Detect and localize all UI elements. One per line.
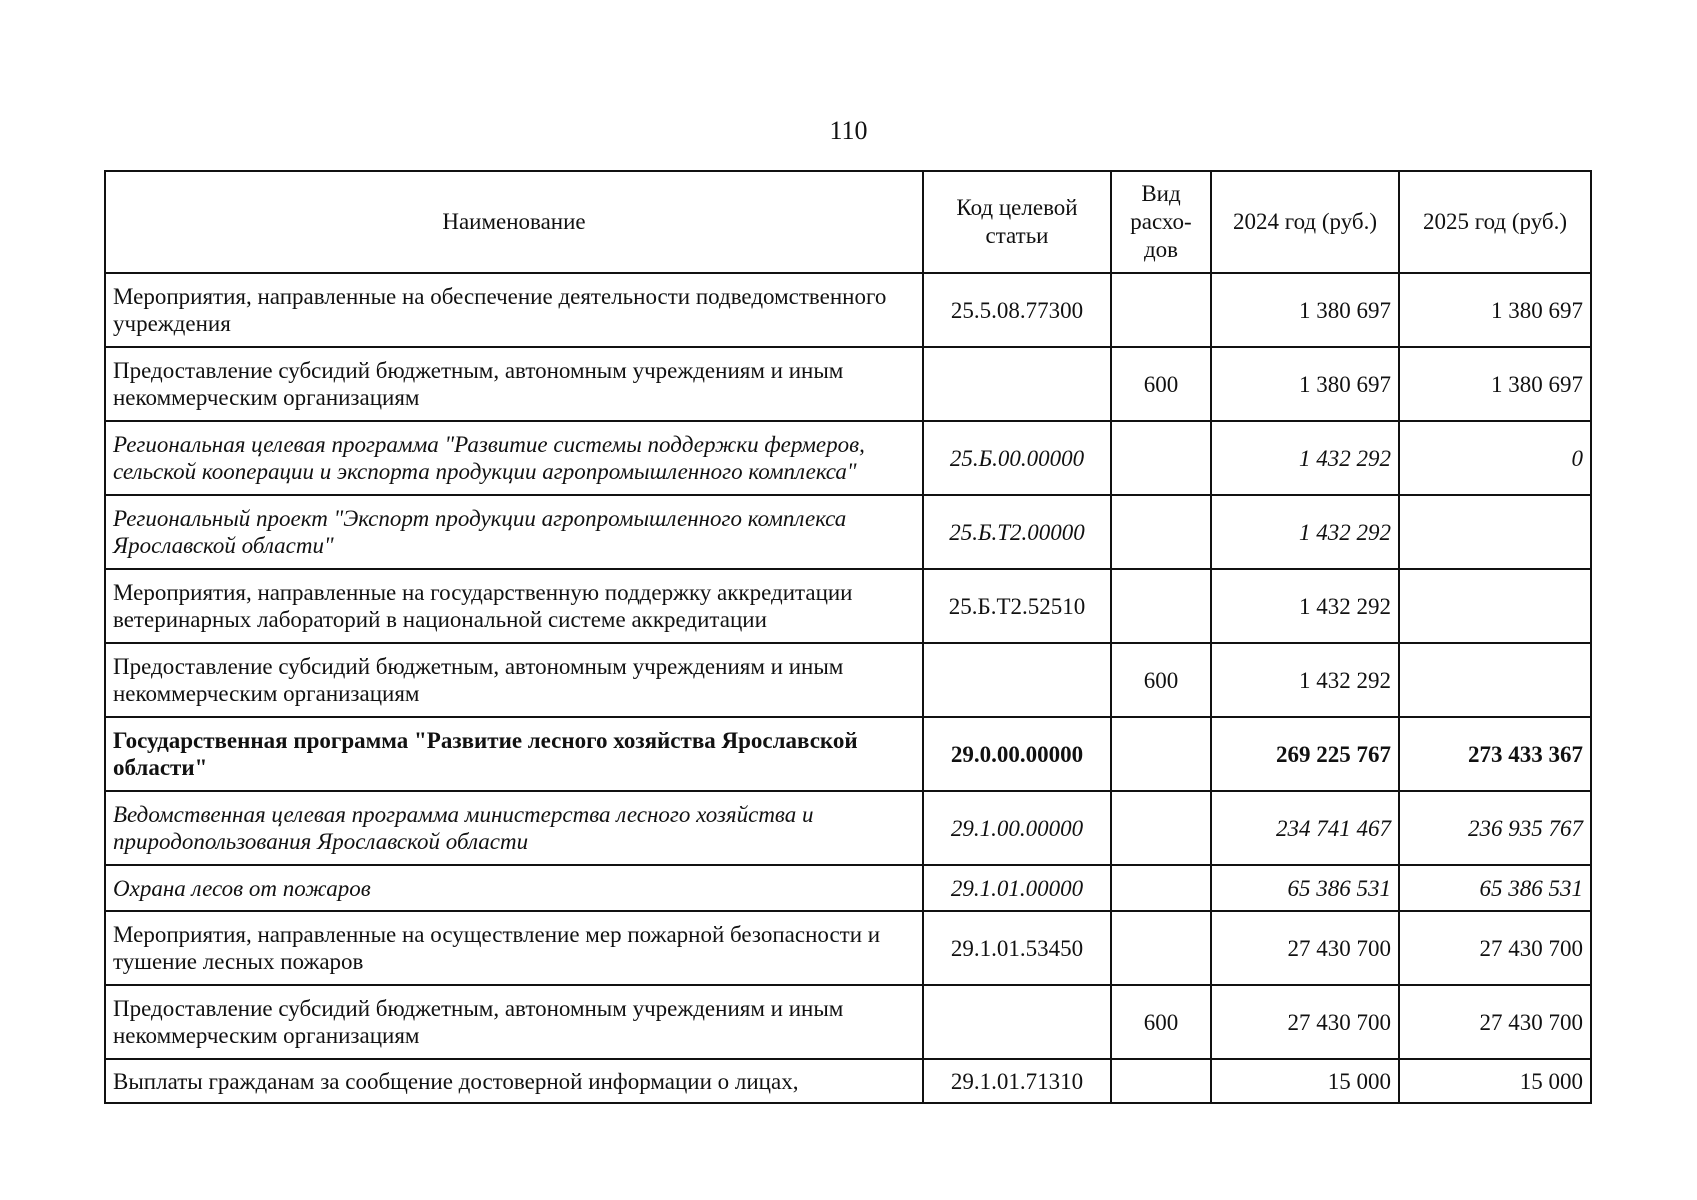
page-number: 110 (829, 116, 868, 145)
table-row (105, 717, 1591, 791)
row-code: 29.1.00.00000 (923, 791, 1111, 865)
row-name: Государственная программа "Развитие лесного хозяйства Ярославской области" (105, 717, 923, 791)
row-name: Региональная целевая программа "Развитие системы поддержки фермеров, сельской кооперации и экспорта продукции агропромышленного комплекса" (105, 421, 923, 495)
row-2025 (1399, 643, 1591, 717)
table-row (105, 911, 1591, 985)
table-row (105, 865, 1591, 911)
row-code: 29.0.00.00000 (923, 717, 1111, 791)
row-expense-type: 600 (1111, 643, 1211, 717)
row-2024: 1 432 292 (1211, 495, 1399, 569)
row-code (923, 985, 1111, 1059)
table-header-row (105, 171, 1591, 273)
row-expense-type (1111, 791, 1211, 865)
row-expense-type (1111, 421, 1211, 495)
table-row (105, 1059, 1591, 1103)
row-2025: 27 430 700 (1399, 985, 1591, 1059)
table-row (105, 495, 1591, 569)
row-expense-type (1111, 1059, 1211, 1103)
row-name: Ведомственная целевая программа министерства лесного хозяйства и природопользования Ярославской области (105, 791, 923, 865)
row-2025: 1 380 697 (1399, 273, 1591, 347)
row-expense-type (1111, 273, 1211, 347)
row-expense-type (1111, 569, 1211, 643)
row-2024: 27 430 700 (1211, 911, 1399, 985)
row-name: Выплаты гражданам за сообщение достоверной информации о лицах, (105, 1059, 923, 1103)
row-expense-type: 600 (1111, 985, 1211, 1059)
row-2024: 234 741 467 (1211, 791, 1399, 865)
table-row (105, 421, 1591, 495)
row-name: Мероприятия, направленные на обеспечение деятельности подведомственного учреждения (105, 273, 923, 347)
header-2025: 2025 год (руб.) (1399, 171, 1591, 273)
row-code: 29.1.01.53450 (923, 911, 1111, 985)
row-2025: 273 433 367 (1399, 717, 1591, 791)
row-2025: 65 386 531 (1399, 865, 1591, 911)
row-name: Региональный проект "Экспорт продукции агропромышленного комплекса Ярославской области" (105, 495, 923, 569)
row-2024: 1 432 292 (1211, 421, 1399, 495)
row-expense-type: 600 (1111, 347, 1211, 421)
row-2024: 27 430 700 (1211, 985, 1399, 1059)
row-2024: 15 000 (1211, 1059, 1399, 1103)
row-code (923, 347, 1111, 421)
header-name: Наименование (105, 171, 923, 273)
table-row (105, 985, 1591, 1059)
row-2025 (1399, 495, 1591, 569)
row-expense-type (1111, 865, 1211, 911)
row-2025: 236 935 767 (1399, 791, 1591, 865)
row-code: 29.1.01.00000 (923, 865, 1111, 911)
row-code (923, 643, 1111, 717)
header-expense-type: Вид расхо-дов (1111, 171, 1211, 273)
row-2024: 1 432 292 (1211, 643, 1399, 717)
row-code: 25.5.08.77300 (923, 273, 1111, 347)
row-name: Предоставление субсидий бюджетным, автономным учреждениям и иным некоммерческим организациям (105, 643, 923, 717)
row-expense-type (1111, 717, 1211, 791)
row-expense-type (1111, 495, 1211, 569)
table-row (105, 347, 1591, 421)
table-row (105, 569, 1591, 643)
row-code: 25.Б.Т2.52510 (923, 569, 1111, 643)
row-2025: 15 000 (1399, 1059, 1591, 1103)
row-2025: 27 430 700 (1399, 911, 1591, 985)
table-row (105, 273, 1591, 347)
header-code: Код целевой статьи (923, 171, 1111, 273)
row-name: Охрана лесов от пожаров (105, 865, 923, 911)
row-2025 (1399, 569, 1591, 643)
row-expense-type (1111, 911, 1211, 985)
row-code: 25.Б.Т2.00000 (923, 495, 1111, 569)
table-row (105, 643, 1591, 717)
row-code: 29.1.01.71310 (923, 1059, 1111, 1103)
row-2024: 65 386 531 (1211, 865, 1399, 911)
row-2024: 1 432 292 (1211, 569, 1399, 643)
row-name: Мероприятия, направленные на государственную поддержку аккредитации ветеринарных лабораторий в национальной системе аккредитации (105, 569, 923, 643)
row-2024: 1 380 697 (1211, 273, 1399, 347)
budget-table (104, 170, 1592, 1104)
row-2024: 1 380 697 (1211, 347, 1399, 421)
row-name: Мероприятия, направленные на осуществление мер пожарной безопасности и тушение лесных пожаров (105, 911, 923, 985)
row-code: 25.Б.00.00000 (923, 421, 1111, 495)
table-row (105, 791, 1591, 865)
row-2025: 0 (1399, 421, 1591, 495)
row-2024: 269 225 767 (1211, 717, 1399, 791)
header-2024: 2024 год (руб.) (1211, 171, 1399, 273)
row-name: Предоставление субсидий бюджетным, автономным учреждениям и иным некоммерческим организациям (105, 985, 923, 1059)
row-2025: 1 380 697 (1399, 347, 1591, 421)
row-name: Предоставление субсидий бюджетным, автономным учреждениям и иным некоммерческим организациям (105, 347, 923, 421)
